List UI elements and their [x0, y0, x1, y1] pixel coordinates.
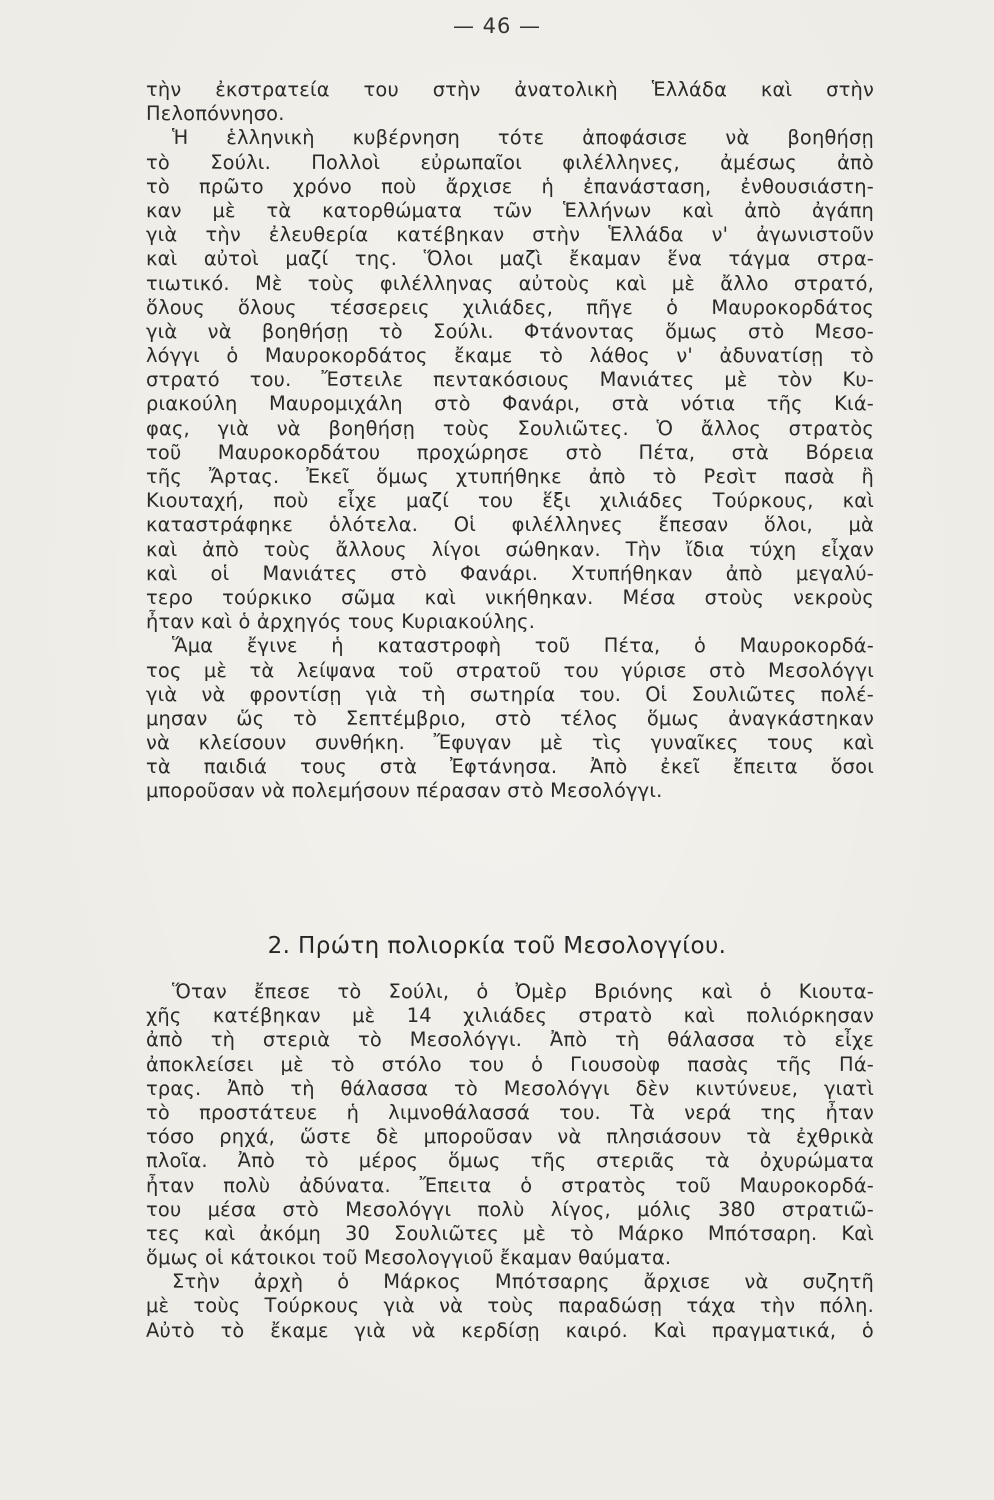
text-line: Στὴν ἀρχὴ ὁ Μάρκος Μπότσαρης ἄρχισε νὰ συζητῆ [172, 1270, 874, 1294]
text-line: Αὐτὸ τὸ ἔκαμε γιὰ νὰ κερδίσῃ καιρό. Καὶ πραγματικά, ὁ [146, 1318, 874, 1342]
text-line: γιὰ τὴν ἐλευθερία κατέβηκαν στὴν Ἑλλάδα ν' ἀγωνιστοῦν [146, 223, 874, 247]
text-line: καταστράφηκε ὁλότελα. Οἱ φιλέλληνες ἔπεσαν ὅλοι, μὰ [146, 513, 874, 537]
text-line: στρατό του. Ἔστειλε πεντακόσιους Μανιάτες μὲ τὸν Κυ- [146, 368, 874, 392]
text-line: ὅμως οἱ κάτοικοι τοῦ Μεσολογγιοῦ ἔκαμαν θαύματα. [146, 1246, 672, 1270]
text-line: ἦταν πολὺ ἀδύνατα. Ἔπειτα ὁ στρατὸς τοῦ Μαυροκορδά- [146, 1173, 874, 1197]
text-line: καν μὲ τὰ κατορθώματα τῶν Ἑλλήνων καὶ ἀπὸ ἀγάπη [146, 198, 874, 222]
text-line: Πελοπόννησο. [146, 102, 285, 126]
text-line: καὶ ἀπὸ τοὺς ἄλλους λίγοι σώθηκαν. Τὴν ἴδια τύχη εἶχαν [146, 537, 874, 561]
page-number: — 46 — [452, 14, 542, 38]
text-line: μησαν ὥς τὸ Σεπτέμβριο, στὸ τέλος ὅμως ἀναγκάστηκαν [146, 706, 874, 730]
section-heading: 2. Πρώτη πολιορκία τοῦ Μεσολογγίου. [267, 933, 727, 959]
text-line: τὸ Σούλι. Πολλοὶ εὐρωπαῖοι φιλέλληνες, ἀμέσως ἀπὸ [146, 150, 874, 174]
text-line: πλοῖα. Ἀπὸ τὸ μέρος ὅμως τῆς στεριᾶς τὰ ὀχυρώματα [146, 1149, 874, 1173]
section-2-text [146, 980, 874, 1343]
text-line: τος μὲ τὰ λείψανα τοῦ στρατοῦ του γύρισε στὸ Μεσολόγγι [146, 658, 874, 682]
text-line: τρας. Ἀπὸ τὴ θάλασσα τὸ Μεσολόγγι δὲν κιντύνευε, γιατὶ [146, 1076, 874, 1100]
text-line: ὅλους ὅλους τέσσερεις χιλιάδες, πῆγε ὁ Μαυροκορδάτος [146, 295, 874, 319]
section-1-text [146, 78, 874, 804]
text-line: τες καὶ ἀκόμη 30 Σουλιῶτες μὲ τὸ Μάρκο Μπότσαρη. Καὶ [146, 1221, 874, 1245]
text-line: τὸ προστάτευε ἡ λιμνοθάλασσά του. Τὰ νερά της ἦταν [146, 1100, 874, 1124]
text-line: ἀπὸ τὴ στεριὰ τὸ Μεσολόγγι. Ἀπὸ τὴ θάλασσα τὸ εἶχε [146, 1028, 874, 1052]
text-line: χῆς κατέβηκαν μὲ 14 χιλιάδες στρατὸ καὶ πολιόρκησαν [146, 1004, 874, 1028]
text-line: φας, γιὰ νὰ βοηθήσῃ τοὺς Σουλιῶτες. Ὁ ἄλλος στρατὸς [146, 416, 874, 440]
text-line: λόγγι ὁ Μαυροκορδάτος ἔκαμε τὸ λάθος ν' ἀδυνατίσῃ τὸ [146, 344, 874, 368]
text-line: Ὅταν ἔπεσε τὸ Σούλι, ὁ Ὀμὲρ Βριόνης καὶ ὁ Κιουτα- [172, 980, 874, 1003]
text-line: τόσο ρηχά, ὥστε δὲ μποροῦσαν νὰ πλησιάσουν τὰ ἐχθρικὰ [146, 1125, 874, 1149]
text-line: ριακούλη Μαυρομιχάλη στὸ Φανάρι, στὰ νότια τῆς Κιά- [146, 392, 874, 416]
text-line: τὴν ἐκστρατεία του στὴν ἀνατολικὴ Ἑλλάδα καὶ στὴν [146, 78, 874, 101]
text-line: τῆς Ἄρτας. Ἐκεῖ ὅμως χτυπήθηκε ἀπὸ τὸ Ρεσὶτ πασὰ ἢ [146, 465, 874, 488]
text-line: Κιουταχή, ποὺ εἶχε μαζί του ἕξι χιλιάδες Τούρκους, καὶ [146, 489, 874, 513]
text-line: ἦταν καὶ ὁ ἀρχηγός τους Κυριακούλης. [146, 610, 536, 634]
text-line: νὰ κλείσουν συνθήκη. Ἔφυγαν μὲ τὶς γυναῖκες τους καὶ [146, 731, 874, 755]
text-line: Ἡ ἑλληνικὴ κυβέρνηση τότε ἀποφάσισε νὰ βοηθήσῃ [172, 126, 874, 150]
text-line: γιὰ νὰ βοηθήσῃ τὸ Σούλι. Φτάνοντας ὅμως στὸ Μεσο- [146, 319, 874, 343]
text-line: ἀποκλείσει μὲ τὸ στόλο του ὁ Γιουσοὺφ πασὰς τῆς Πά- [146, 1052, 874, 1076]
text-line: τὸ πρῶτο χρόνο ποὺ ἄρχισε ἡ ἐπανάσταση, ἐνθουσιάστη- [146, 174, 874, 198]
text-line: του μέσα στὸ Μεσολόγγι πολὺ λίγος, μόλις 380 στρατιῶ- [146, 1197, 874, 1221]
text-line: τερο τούρκικο σῶμα καὶ νικήθηκαν. Μέσα στοὺς νεκροὺς [146, 585, 874, 609]
text-line: Ἅμα ἔγινε ἡ καταστροφὴ τοῦ Πέτα, ὁ Μαυροκορδά- [172, 634, 874, 658]
text-line: τιωτικό. Μὲ τοὺς φιλέλληνας αὐτοὺς καὶ μὲ ἄλλο στρατό, [146, 271, 874, 295]
text-line: καὶ αὐτοὶ μαζί της. Ὅλοι μαζὶ ἔκαμαν ἕνα τάγμα στρα- [146, 247, 874, 271]
text-line: μποροῦσαν νὰ πολεμήσουν πέρασαν στὸ Μεσολόγγι. [146, 779, 663, 803]
text-line: γιὰ νὰ φροντίσῃ γιὰ τὴ σωτηρία του. Οἱ Σουλιῶτες πολέ- [146, 682, 874, 706]
text-line: τὰ παιδιά τους στὰ Ἐφτάνησα. Ἀπὸ ἐκεῖ ἔπειτα ὅσοι [146, 755, 874, 779]
text-line: καὶ οἱ Μανιάτες στὸ Φανάρι. Χτυπήθηκαν ἀπὸ μεγαλύ- [146, 561, 874, 585]
text-line: τοῦ Μαυροκορδάτου προχώρησε στὸ Πέτα, στὰ Βόρεια [146, 440, 874, 464]
text-line: μὲ τοὺς Τούρκους γιὰ νὰ τοὺς παραδώσῃ τάχα τὴν πόλη. [146, 1294, 874, 1318]
